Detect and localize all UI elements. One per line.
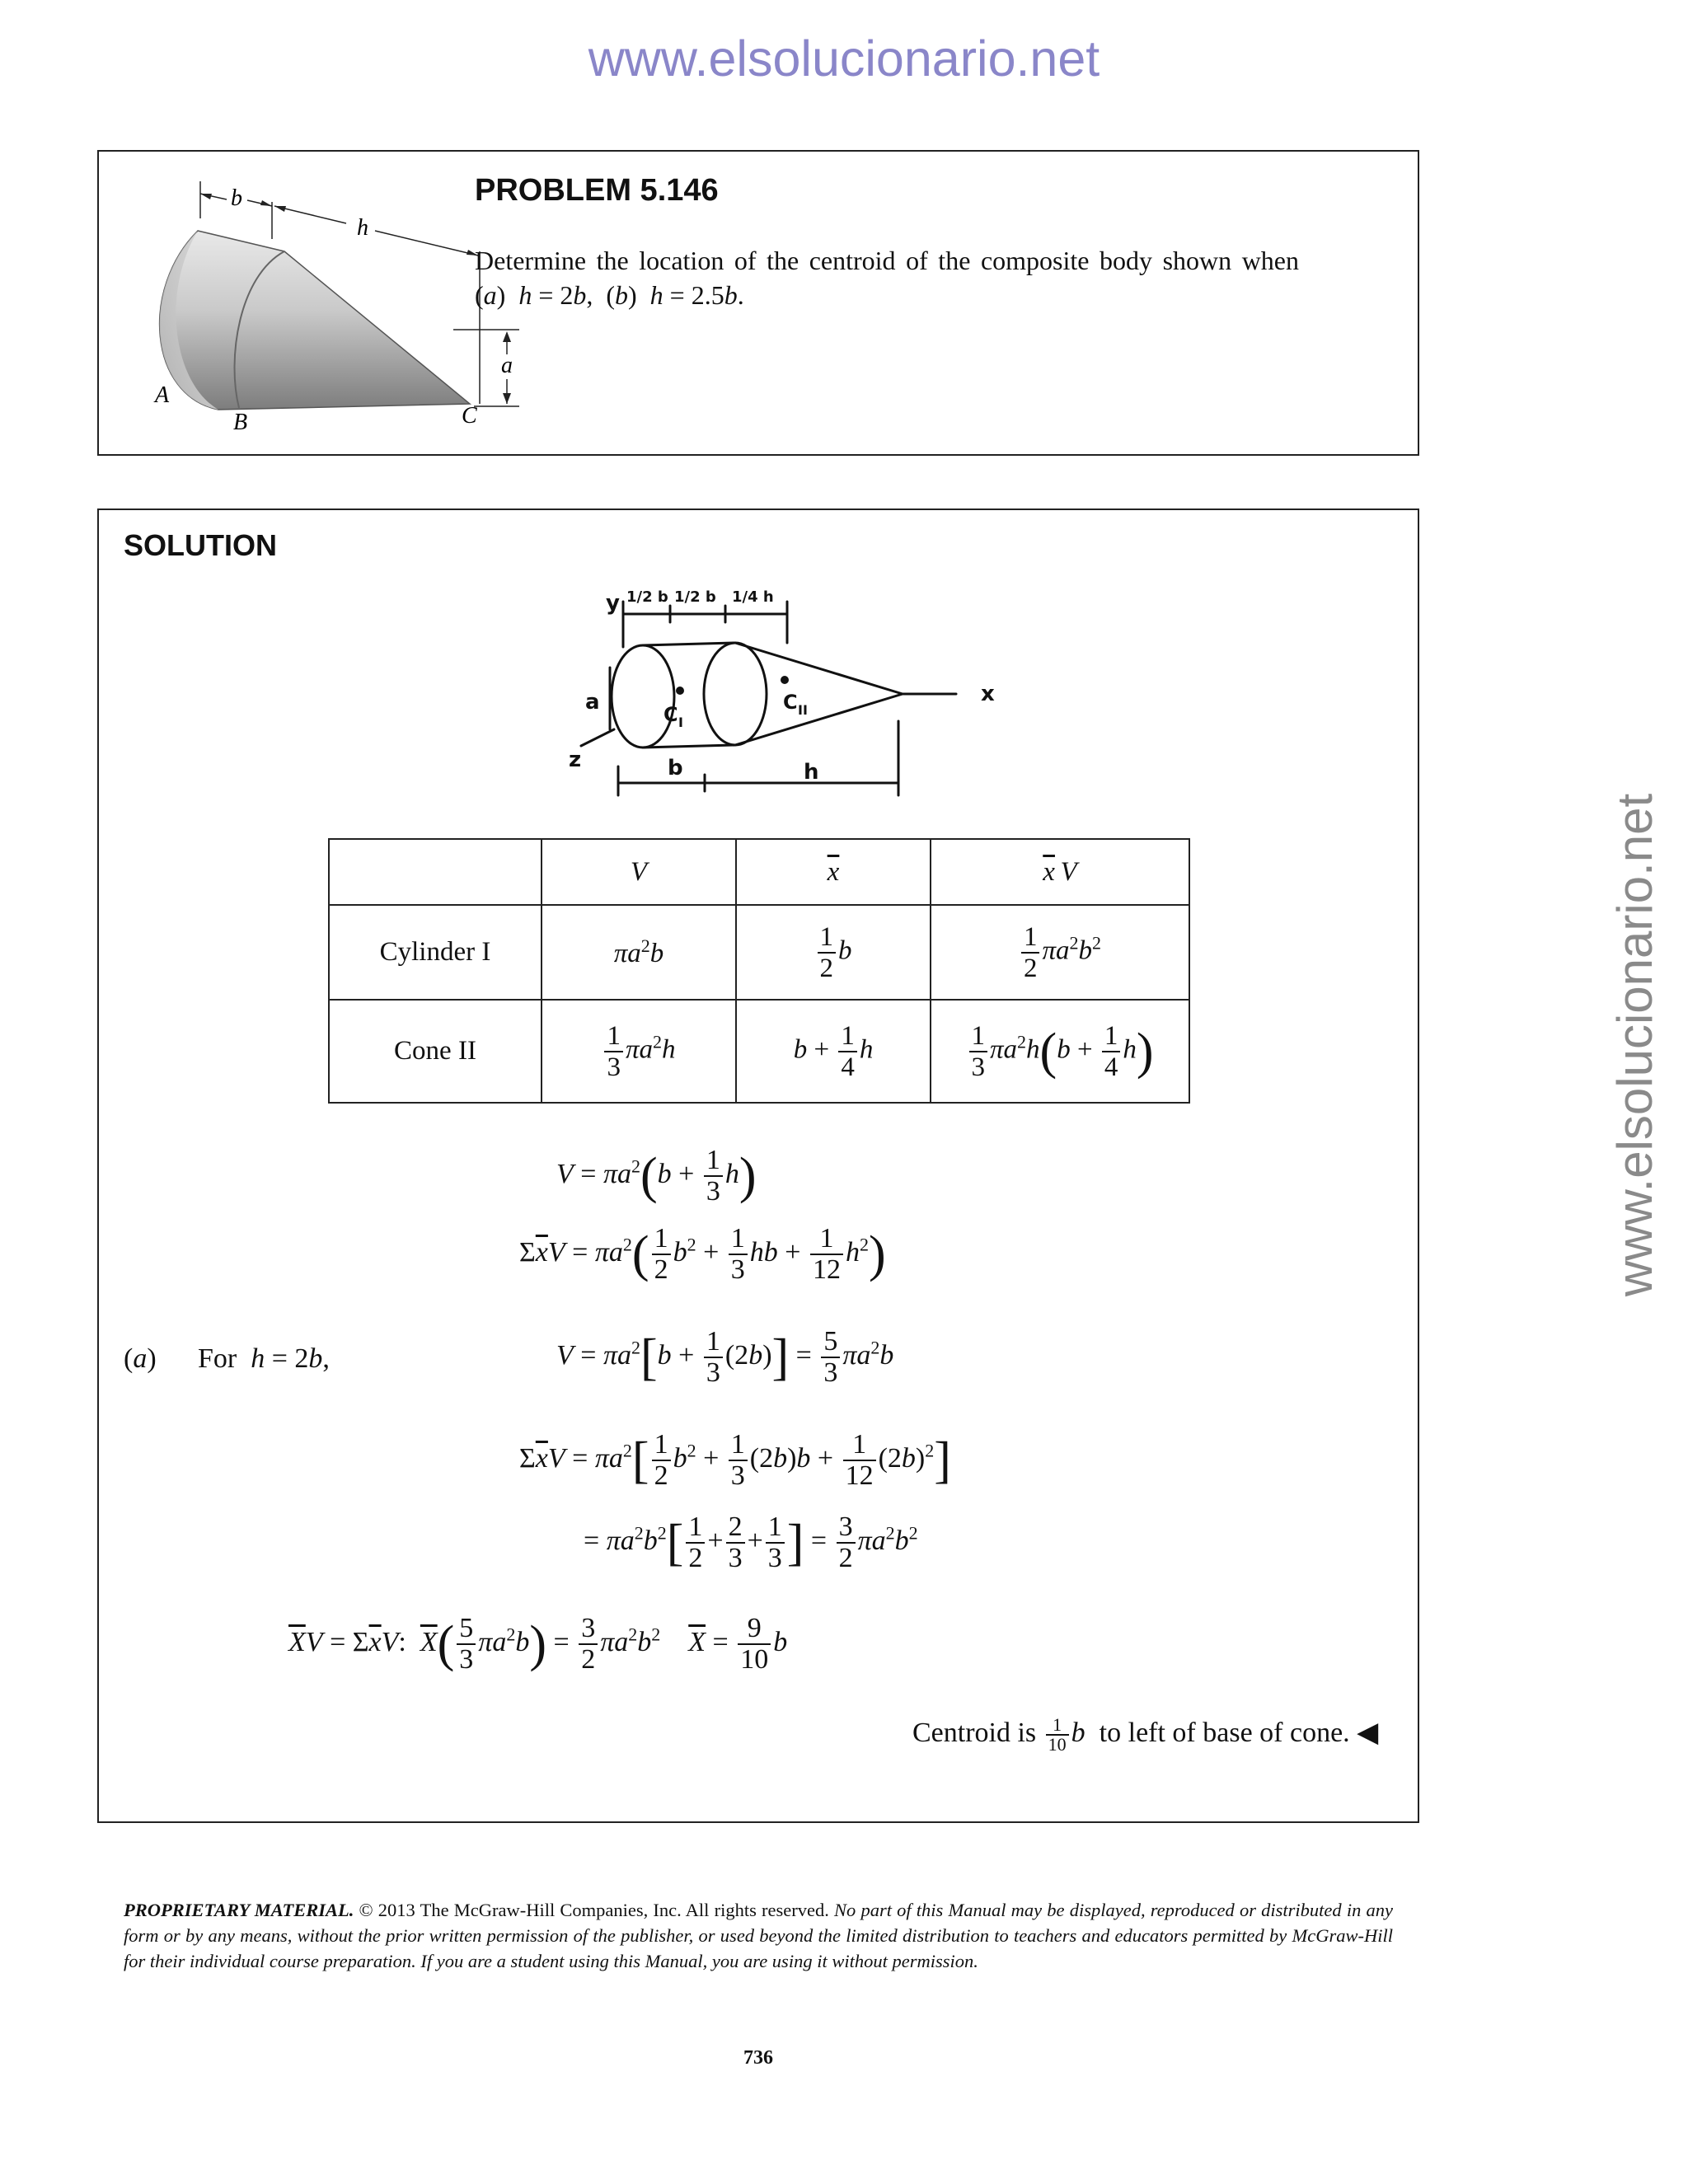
eq-total-volume: $V = \pi a^2(b$ + $\frac{1}{3}$ h) [556,1145,757,1207]
footer-italic: No part of this Manual may be displayed, reproduced or distributed in any form or by any means, without the prior written permission of the publisher, or used beyond the limited distribution to teachers and educators permitted by McGraw-Hill for their individual course preparation. If you are a student using this Manual, you are using it without permission. [124,1900,1393,1971]
fig-label-C: C [462,403,477,429]
result-marker: ◀ [1357,1718,1379,1748]
row-label-cone: Cone II [329,1000,542,1103]
result-line: Centroid is $\frac{1}{10}$ b to left of base of cone. ◀ [912,1714,1379,1755]
sketch-dim-2: 1/2 b [674,588,716,606]
fig-label-B: B [233,410,248,435]
cone-xbar: b + $\frac{1}{4}$ h [736,1000,931,1103]
part-a-condition: For h = 2b, [198,1343,330,1374]
sketch-label-c1: C [663,703,678,726]
body-silhouette [160,231,470,410]
sketch-label-z: z [569,748,582,772]
page-number: 736 [743,2047,773,2069]
footer-copyright [124,1897,1393,1974]
cylinder-volume: $\pi a^2b$ [542,905,736,1000]
fig-label-b: b [231,185,242,211]
sketch-label-b: b [668,756,683,780]
fig-label-h: h [357,215,368,241]
cone-xbar-v: $\frac{1}{3}$ $\pi a^2h(b$ + $\frac{1}{4}$ h) [931,1000,1189,1103]
sketch-label-c1-sub: I [678,715,683,730]
problem-statement: Determine the location of the centroid of the composite body shown when (a) h = 2b, (b) h = 2.5b. [475,246,1299,310]
sketch-label-y: y [606,591,620,616]
solution-title: SOLUTION [124,528,277,562]
header-xbar-v: $\overline{x}$ V [931,839,1189,905]
watermark-top: www.elsolucionario.net [588,30,1100,87]
eq-a-volume: $V = \pi a^2[b$ + $\frac{1}{3}$ (2b)] = $\frac{5}{3}$ $\pi a^2b$ [556,1326,894,1388]
eq-a-centroid: $\overline{X}V = \Sigma\overline{x}V$: $\overline{X}$( $\frac{5}{3}$ $\pi a^2b$) = $\frac{3}{2}$ $\pi a^2b^2$ $\overline{X}$ = $\frac{9}{10}$ b [288,1613,788,1675]
eq-a-sum-xv: $\Sigma\overline{x}V = \pi a^2$[ $\frac{1}{2}$ $b^2$ + $\frac{1}{3}$ (2b)b + $\frac{1}{12}$ $(2b)^2$] [519,1429,951,1491]
sketch-dim-1: 1/2 b [626,588,668,606]
eq-sum-xv: $\Sigma\overline{x}V = \pi a^2$( $\frac{1}{2}$ $b^2$ + $\frac{1}{3}$ hb + $\frac{1}{12}$ $h^2$) [519,1223,886,1285]
sketch-label-c2-sub: II [798,702,808,718]
footer-bold: PROPRIETARY MATERIAL. [124,1900,354,1920]
watermark-side-text: www.elsolucionario.net [1607,793,1662,1297]
sketch-label-x: x [981,682,995,706]
composite-body-figure [124,169,536,441]
cone-volume: $\frac{1}{3}$ $\pi a^2h$ [542,1000,736,1103]
sketch-label-a: a [585,690,600,715]
sketch-label-c2: C [783,691,798,714]
header-empty [329,839,542,905]
result-text: Centroid is [912,1718,1037,1748]
sketch-label-h: h [804,760,819,785]
sketch-dim-3: 1/4 h [732,588,774,606]
eq-a-sum-xv-simplified: = $\pi a^2b^2$[ $\frac{1}{2}$ + $\frac{2}{3}$ + $\frac{1}{3}$ ] = $\frac{3}{2}$ $\pi a^2b^2$ [584,1511,918,1573]
centroid-table [328,838,1190,1104]
fig-label-a: a [501,353,513,378]
cylinder-xbar-v: $\frac{1}{2}$ $\pi a^2b^2$ [931,905,1189,1000]
header-volume: V [542,839,736,905]
part-a-label: (a) [124,1343,157,1374]
row-label-cylinder: Cylinder I [329,905,542,1000]
problem-title: PROBLEM 5.146 [475,173,719,208]
solution-sketch [519,577,1030,808]
result-text-2: to left of base of cone. [1099,1718,1350,1748]
fig-label-A: A [155,382,170,408]
header-xbar: $\overline{x}$ [736,839,931,905]
footer-normal: © 2013 The McGraw-Hill Companies, Inc. All rights reserved. [354,1900,829,1920]
cylinder-xbar: $\frac{1}{2}$ b [736,905,931,1000]
